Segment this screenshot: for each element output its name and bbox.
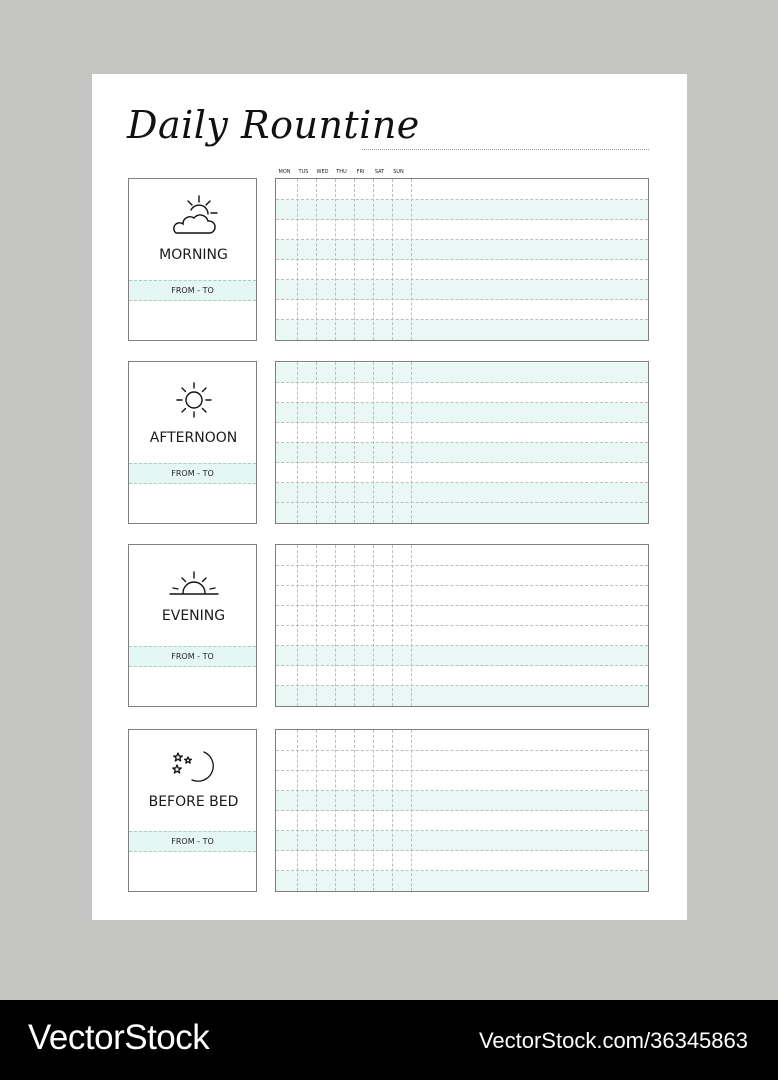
grid-row-line [276,502,648,503]
evening-label-box [128,544,257,707]
grid-row-line [276,665,648,666]
grid-day-column-line [297,362,298,523]
grid-row-line [276,790,648,791]
grid-row-line [276,422,648,423]
moon-and-stars-icon [166,744,222,788]
grid-day-column-line [297,179,298,340]
grid-row-tint [276,200,648,220]
section-afternoon [128,361,650,524]
section-morning [128,178,650,341]
grid-day-column-line [316,179,317,340]
watermark-url: VectorStock.com/36345863 [478,1028,748,1053]
grid-row-line [276,239,648,240]
watermark-bar [0,1000,778,1080]
day-header-mon: MON [278,169,291,175]
grid-row-line [276,870,648,871]
day-header-wed: WED [316,169,329,175]
grid-day-column-line [373,545,374,706]
time-field-evening[interactable] [129,646,256,667]
watermark-brand: VectorStock [28,1018,210,1057]
grid-row-line [276,685,648,686]
grid-day-column-line [316,362,317,523]
grid-row-line [276,645,648,646]
grid-day-column-line [316,545,317,706]
grid-day-column-line [373,362,374,523]
section-label-afternoon: AFTERNOON [149,430,238,446]
tracker-grid-afternoon[interactable] [275,361,649,524]
section-before-bed [128,729,650,892]
before-bed-label-box [128,729,257,892]
grid-row-line [276,259,648,260]
grid-row-tint [276,280,648,300]
time-label-before-bed: FROM - TO [171,837,214,846]
grid-row-line [276,299,648,300]
grid-day-column-line [411,362,412,523]
day-header-sat: SAT [374,169,385,175]
grid-day-column-line [335,362,336,523]
grid-row-tint [276,443,648,463]
grid-row-line [276,850,648,851]
grid-day-column-line [373,730,374,891]
time-field-afternoon[interactable] [129,463,256,484]
grid-row-tint [276,831,648,851]
time-label-afternoon: FROM - TO [171,469,214,478]
grid-row-line [276,830,648,831]
grid-day-column-line [354,730,355,891]
day-header-sun: SUN [393,169,404,175]
day-header-thu: THU [336,169,347,175]
grid-row-line [276,482,648,483]
grid-row-tint [276,320,648,340]
grid-row-line [276,585,648,586]
tracker-grid-evening[interactable] [275,544,649,707]
morning-label-box [128,178,257,341]
page-title: Daily Rountine [127,103,420,147]
grid-day-column-line [354,545,355,706]
grid-day-column-line [392,545,393,706]
grid-row-line [276,565,648,566]
time-field-before-bed[interactable] [129,831,256,852]
time-label-evening: FROM - TO [171,652,214,661]
grid-row-tint [276,791,648,811]
grid-row-line [276,279,648,280]
grid-day-column-line [392,730,393,891]
grid-day-column-line [411,545,412,706]
day-header-fri: FRI [356,169,365,175]
section-evening [128,544,650,707]
planner-sheet [92,74,687,920]
grid-row-line [276,442,648,443]
grid-day-column-line [335,179,336,340]
grid-day-column-line [316,730,317,891]
grid-day-column-line [297,545,298,706]
grid-day-column-line [392,362,393,523]
grid-row-tint [276,483,648,503]
grid-row-line [276,199,648,200]
grid-row-tint [276,871,648,891]
grid-row-tint [276,686,648,706]
sunset-icon [166,559,222,603]
tracker-grid-before-bed[interactable] [275,729,649,892]
section-label-before-bed: BEFORE BED [148,794,239,810]
grid-row-tint [276,240,648,260]
time-field-morning[interactable] [129,280,256,301]
grid-day-column-line [373,179,374,340]
grid-day-column-line [297,730,298,891]
grid-day-column-line [392,179,393,340]
grid-row-line [276,810,648,811]
grid-row-line [276,770,648,771]
grid-row-tint [276,403,648,423]
title-underline [362,149,649,150]
grid-day-column-line [411,730,412,891]
sun-behind-cloud-icon [166,193,222,237]
tracker-grid-morning[interactable] [275,178,649,341]
grid-row-line [276,625,648,626]
grid-row-line [276,319,648,320]
grid-day-column-line [335,730,336,891]
grid-row-line [276,462,648,463]
grid-day-column-line [335,545,336,706]
section-label-morning: MORNING [159,247,228,263]
grid-row-line [276,382,648,383]
sun-icon [166,376,222,420]
afternoon-label-box [128,361,257,524]
grid-day-column-line [354,362,355,523]
grid-row-line [276,750,648,751]
grid-row-tint [276,503,648,523]
grid-row-tint [276,646,648,666]
grid-row-tint [276,363,648,383]
time-label-morning: FROM - TO [171,286,214,295]
day-header-tus: TUS [298,169,309,175]
grid-row-line [276,605,648,606]
section-label-evening: EVENING [161,608,226,624]
grid-row-line [276,219,648,220]
grid-day-column-line [411,179,412,340]
grid-day-column-line [354,179,355,340]
grid-row-line [276,402,648,403]
